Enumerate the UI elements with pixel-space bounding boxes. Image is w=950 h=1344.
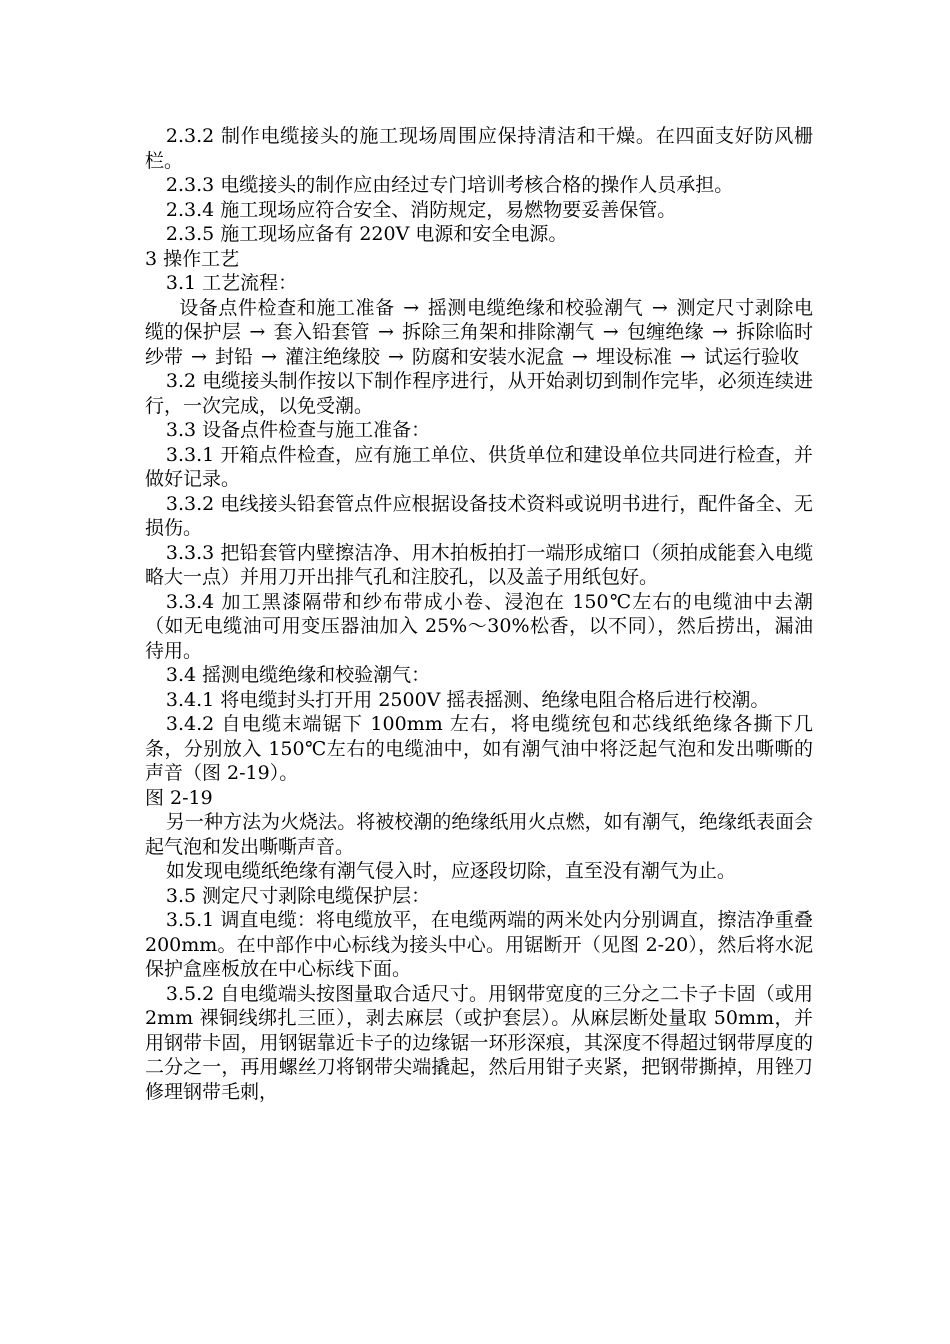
- paragraph-2-3-4: 2.3.4 施工现场应符合安全、消防规定，易燃物要妥善保管。: [165, 198, 677, 221]
- paragraph-3-2: 3.2 电缆接头制作按以下制作程序进行，从开始剥切到制作完毕，必须连续进行，一次完成，以免受潮。: [145, 370, 813, 417]
- paragraph-3-3-1: 3.3.1 开箱点件检查，应有施工单位、供货单位和建设单位共同进行检查，并做好记录。: [145, 443, 813, 490]
- section-heading-3: 3 操作工艺: [145, 247, 240, 270]
- paragraph-3-5-2: 3.5.2 自电缆端头按图量取合适尺寸。用钢带宽度的三分之二卡子卡固（或用 2mm 裸铜线绑扎三匝），剥去麻层（或护套层）。从麻层断处量取 50mm，并用钢带卡固，用钢锯靠近卡子的边缘锯一环形深痕，其深度不得超过钢带厚度的二分之一，再用螺丝刀将钢带尖端撬起，然后用钳子夹紧，把钢带撕掉，用锉刀修理钢带毛刺，: [145, 982, 813, 1103]
- paragraph-3-3-2: 3.3.2 电线接头铅套管点件应根据设备技术资料或说明书进行，配件备全、无损伤。: [145, 492, 813, 539]
- subheading-3-4: 3.4 摇测电缆绝缘和校验潮气：: [165, 664, 431, 686]
- subheading-3-3: 3.3 设备点件检查与施工准备：: [165, 419, 431, 441]
- paragraph-3-4-2: 3.4.2 自电缆末端锯下 100mm 左右，将电缆统包和芯线纸绝缘各撕下几条，分别放入 150℃左右的电缆油中，如有潮气油中将泛起气泡和发出嘶嘶的声音（图 2-19）。: [145, 713, 813, 784]
- paragraph-3-3-3: 3.3.3 把铅套管内壁擦洁净、用木拍板拍打一端形成缩口（须拍成能套入电缆略大一点）并用刀开出排气孔和注胶孔，以及盖子用纸包好。: [145, 541, 813, 588]
- subheading-3-5: 3.5 测定尺寸剥除电缆保护层：: [165, 884, 431, 907]
- paragraph-fire-method: 另一种方法为火烧法。将被校潮的绝缘纸用火点燃，如有潮气，绝缘纸表面会起气泡和发出嘶嘶声音。: [145, 811, 813, 858]
- paragraph-3-3-4: 3.3.4 加工黑漆隔带和纱布带成小卷、浸泡在 150℃左右的电缆油中去潮（如无电缆油可用变压器油加入 25%～30%松香，以不同），然后捞出，漏油待用。: [145, 590, 813, 662]
- figure-caption-2-19: 图 2-19: [145, 786, 213, 809]
- paragraph-3-5-1: 3.5.1 调直电缆：将电缆放平，在电缆两端的两米处内分别调直，擦洁净重叠 200mm。在中部作中心标线为接头中心。用锯断开（见图 2-20），然后将水泥保护盒座板放在中心标线下面。: [145, 909, 813, 980]
- paragraph-2-3-3: 2.3.3 电缆接头的制作应由经过专门培训考核合格的操作人员承担。: [165, 174, 734, 196]
- paragraph-2-3-5: 2.3.5 施工现场应备有 220V 电源和安全电源。: [165, 223, 568, 245]
- paragraph-3-4-1: 3.4.1 将电缆封头打开用 2500V 摇表摇测、绝缘电阻合格后进行校潮。: [165, 688, 770, 711]
- subheading-3-1: 3.1 工艺流程：: [165, 272, 298, 294]
- process-flow: 设备点件检查和施工准备 → 摇测电缆绝缘和校验潮气 → 测定尺寸剥除电缆的保护层 → 套入铅套管 → 拆除三角架和排除潮气 → 包缠绝缘 → 拆除临时纱带 → 封铅 → 灌注绝缘胶 → 防腐和安装水泥盒 → 埋设标准 → 试运行验收: [145, 296, 813, 368]
- document-body: [145, 124, 813, 1104]
- paragraph-2-3-2: 2.3.2 制作电缆接头的施工现场周围应保持清洁和干燥。在四面支好防风栅栏。: [145, 125, 813, 172]
- paragraph-moisture-removal: 如发现电缆纸绝缘有潮气侵入时，应逐段切除，直至没有潮气为止。: [165, 860, 736, 882]
